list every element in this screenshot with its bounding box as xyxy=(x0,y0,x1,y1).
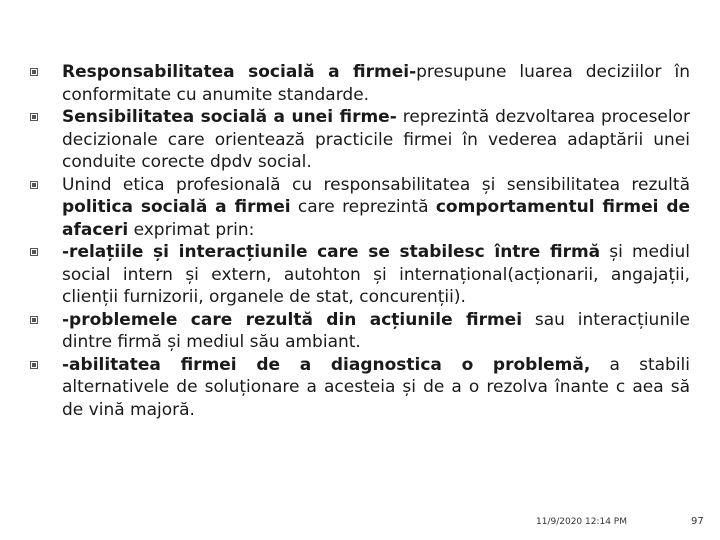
square-bullet-icon xyxy=(30,248,38,256)
slide-content xyxy=(30,61,690,421)
bold-text: -abilitatea firmei de a diagnostica o problemă, xyxy=(62,354,591,375)
bullet-text: și mediul social intern și extern, autohton și internațional(acționarii, angajații, clienții furnizorii, organele de stat, concurenții). xyxy=(62,242,690,307)
square-bullet-icon xyxy=(30,361,38,369)
bullet-text: presupune luarea deciziilor în conformitate cu anumite standarde. xyxy=(62,62,690,105)
bullet-item xyxy=(30,354,690,422)
bold-text: politica socială a firmei xyxy=(62,197,291,217)
bullet-item xyxy=(30,106,690,174)
square-bullet-icon xyxy=(30,113,38,121)
bullet-list xyxy=(30,61,690,421)
page-number: 97 xyxy=(691,516,704,527)
bold-text: Sensibilitatea socială a unei firme- xyxy=(62,107,397,127)
square-bullet-icon xyxy=(30,68,38,76)
bullet-text: sau interacțiunile dintre firmă și mediul său ambiant. xyxy=(62,309,690,352)
bullet-text: a stabili alternativele de soluționare a acesteia și de a o rezolva înante c aea să de vină majoră. xyxy=(62,354,690,420)
bold-text: -problemele care rezultă din acțiunile firmei xyxy=(62,309,523,330)
bullet-item xyxy=(30,61,690,106)
footer-date: 11/9/2020 12:14 PM xyxy=(536,517,627,527)
bold-text: comportamentul firmei de afaceri xyxy=(62,197,691,240)
bullet-item xyxy=(30,241,690,309)
bullet-text: exprimat prin: xyxy=(128,219,255,240)
bold-text: Responsabilitatea socială a firmei- xyxy=(62,62,417,82)
bullet-text: Unind etica profesională cu responsabilitatea și sensibilitatea rezultă xyxy=(62,174,690,195)
bold-text: -relațiile și interacțiunile care se stabilesc între firmă xyxy=(62,242,601,262)
square-bullet-icon xyxy=(30,316,38,324)
bullet-text: care reprezintă xyxy=(290,197,436,217)
square-bullet-icon xyxy=(30,181,38,189)
bullet-text: reprezintă dezvoltarea proceselor decizionale care orientează practicile firmei în vederea adaptării unei conduite corecte dpdv social. xyxy=(62,107,690,172)
bullet-item xyxy=(30,174,690,242)
bullet-item xyxy=(30,309,690,354)
